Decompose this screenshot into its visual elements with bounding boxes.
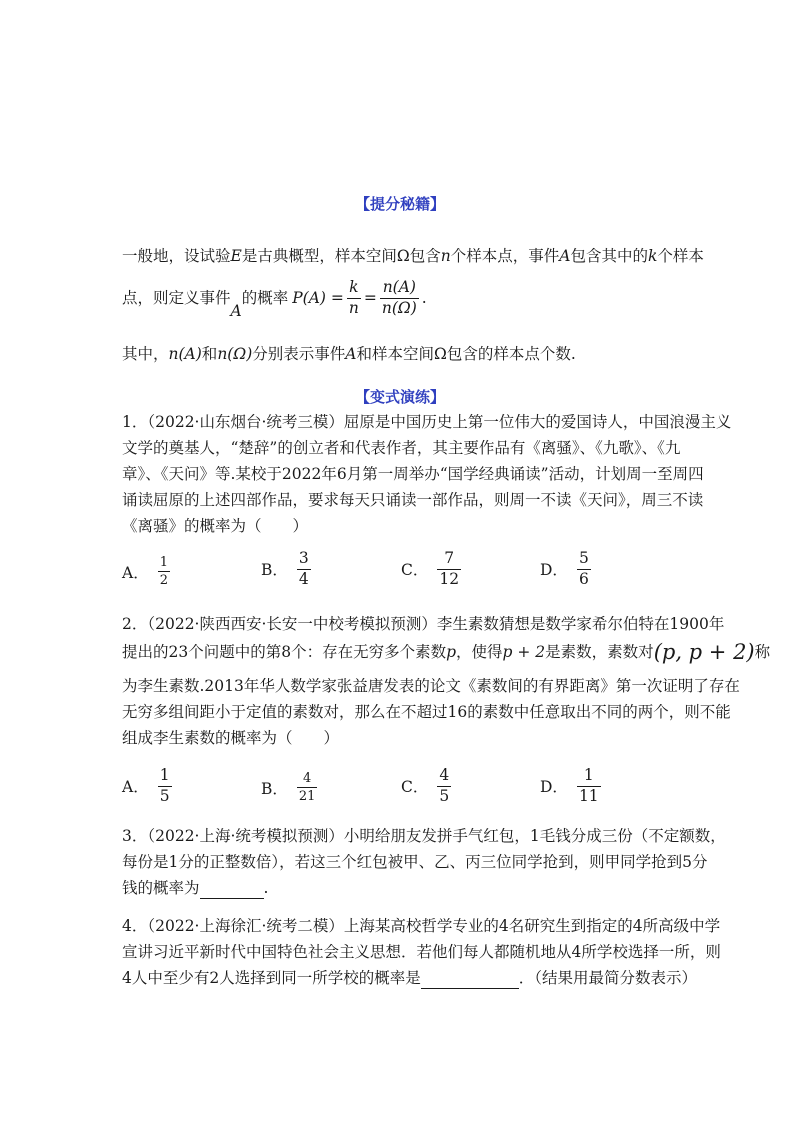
text-segment: 和样本空间 <box>356 345 434 363</box>
fraction-numerator: 4 <box>437 768 451 787</box>
math-var-n: n <box>440 247 451 265</box>
text-segment: . <box>421 289 427 307</box>
text-segment: 的概率 <box>241 289 289 307</box>
fraction-denominator: 6 <box>578 569 589 588</box>
tips-paragraph-line-1 <box>122 246 704 266</box>
question-2-option-a[interactable] <box>122 768 175 804</box>
practice-heading: 【变式演练】 <box>354 388 445 406</box>
text-segment: ．（结果用最简分数表示） <box>518 969 697 987</box>
question-1-line-1: 1．（2022·山东烟台·统考三模）屈原是中国历史上第一位伟大的爱国诗人，中国浪漫主义 <box>122 413 732 431</box>
fraction-denominator: 5 <box>439 786 450 805</box>
option-fraction <box>158 768 172 804</box>
option-fraction <box>297 772 318 803</box>
math-var-k: k <box>647 247 658 265</box>
fraction-denominator: n(Ω) <box>381 298 417 317</box>
text-segment: 分别表示事件 <box>252 345 346 363</box>
text-segment: 包含其中的 <box>570 247 648 265</box>
text-segment: 点，则定义事件 <box>122 289 231 307</box>
fraction-k-over-n <box>347 280 361 316</box>
question-4-line-2: 宣讲习近平新时代中国特色社会主义思想．若他们每人都随机地从4所学校选择一所，则 <box>122 943 721 961</box>
question-2-option-b[interactable] <box>261 772 320 803</box>
text-segment: 个样本 <box>657 247 704 265</box>
question-1-line-4: 诵读屈原的上述四部作品，要求每天只诵读一部作品，则周一不读《天问》，周三不读 <box>122 491 704 509</box>
option-letter: D． <box>540 561 568 579</box>
question-1-line-5: 《离骚》的概率为（ ） <box>122 517 309 535</box>
math-var-p: p <box>446 643 457 661</box>
question-1-line-2: 文学的奠基人，“楚辞”的创立者和代表作者，其主要作品有《离骚》、《九歌》、《九 <box>122 439 681 457</box>
question-1-option-b[interactable] <box>261 551 314 587</box>
fraction-nA-over-nOmega <box>380 280 419 316</box>
math-prime-pair: (p, p + 2) <box>653 640 755 664</box>
question-4-line-3 <box>122 968 697 989</box>
option-letter: C． <box>401 778 429 796</box>
question-1-option-c[interactable] <box>401 551 464 587</box>
fraction-denominator: n <box>348 298 359 317</box>
tips-paragraph-line-3 <box>122 344 576 364</box>
text-segment: 个样本点，事件 <box>450 247 560 265</box>
text-segment: 称 <box>754 643 771 661</box>
question-2-option-c[interactable] <box>401 768 454 804</box>
text-segment: 一般地，设试验 <box>122 247 231 265</box>
text-segment: . <box>263 879 269 897</box>
text-segment: 4人中至少有2人选择到同一所学校的概率是 <box>122 969 421 987</box>
text-segment: 是古典概型，样本空间 <box>241 247 397 265</box>
option-letter: A． <box>122 563 149 582</box>
math-omega: Ω <box>396 247 410 265</box>
fraction-denominator: 21 <box>298 789 316 804</box>
option-fraction <box>297 551 311 587</box>
text-segment: 钱的概率为 <box>122 879 200 897</box>
text-segment: ，使得 <box>456 643 503 661</box>
math-var-A: A <box>230 302 242 320</box>
question-2-line-1: 2．（2022·陕西西安·长安一中校考模拟预测）李生素数猜想是数学家希尔伯特在1900年 <box>122 615 725 633</box>
question-1-option-a[interactable] <box>122 556 173 587</box>
question-3-line-2: 每份是1分的正整数倍），若这三个红包被甲、乙、丙三位同学抢到，则甲同学抢到5分 <box>122 853 708 871</box>
text-segment: 其中， <box>122 345 169 363</box>
fraction-numerator: 5 <box>577 551 591 570</box>
option-fraction <box>437 768 451 804</box>
text-segment: 包含 <box>409 247 441 265</box>
option-fraction <box>577 551 591 587</box>
question-1-option-d[interactable] <box>540 551 594 587</box>
fraction-denominator: 12 <box>439 569 460 588</box>
formula-lhs: P(A) = <box>292 289 344 307</box>
text-segment: 是素数，素数对 <box>545 643 654 661</box>
text-segment: 和 <box>201 345 218 363</box>
question-3-line-1: 3．（2022·上海·统考模拟预测）小明给朋友发拼手气红包，1毛钱分成三份（不定额数， <box>122 827 726 845</box>
option-fraction <box>437 551 461 587</box>
fraction-numerator: 1 <box>577 768 601 787</box>
math-p-plus-2: p + 2 <box>502 643 546 661</box>
fraction-numerator: k <box>347 280 361 299</box>
fraction-numerator: 4 <box>297 772 318 788</box>
math-nOmega: n(Ω) <box>217 345 253 363</box>
option-letter: D． <box>540 778 568 796</box>
fraction-numerator: 7 <box>437 551 461 570</box>
answer-blank[interactable] <box>200 878 264 899</box>
fraction-denominator: 4 <box>298 569 309 588</box>
question-2-line-5: 组成李生素数的概率为（ ） <box>122 729 340 747</box>
question-3-line-3 <box>122 878 268 899</box>
fraction-numerator: n(A) <box>380 280 419 299</box>
text-segment: 提出的23个问题中的第8个：存在无穷多个素数 <box>122 643 447 661</box>
math-omega: Ω <box>433 345 447 363</box>
fraction-denominator: 2 <box>159 573 168 588</box>
fraction-numerator: 1 <box>159 555 168 570</box>
option-letter: B． <box>261 779 288 798</box>
option-letter: A． <box>122 778 149 796</box>
math-var-A: A <box>345 345 357 363</box>
question-2-line-4: 无穷多组间距小于定值的素数对，那么在不超过16的素数中任意取出不同的两个，则不能 <box>122 703 731 721</box>
option-fraction <box>577 768 601 804</box>
fraction-denominator: 11 <box>578 786 599 805</box>
fraction-numerator: 3 <box>297 551 311 570</box>
question-2-option-d[interactable] <box>540 768 604 804</box>
option-letter: B． <box>261 561 288 579</box>
question-1-line-3: 章》、《天问》等.某校于2022年6月第一周举办“国学经典诵读”活动，计划周一至周四 <box>122 465 704 483</box>
math-var-A: A <box>559 247 571 265</box>
math-nA: n(A) <box>168 345 202 363</box>
question-4-line-1: 4．（2022·上海徐汇·统考二模）上海某高校哲学专业的4名研究生到指定的4所高级中学 <box>122 917 721 935</box>
fraction-denominator: 5 <box>159 786 170 805</box>
answer-blank[interactable] <box>421 968 519 989</box>
fraction-numerator: 1 <box>158 768 172 787</box>
math-var-E: E <box>230 247 242 265</box>
question-2-line-2 <box>122 642 770 662</box>
tips-paragraph-line-2: 点，则定义事件 A 的概率 P(A) = $\frac{k}{n}$ = $\frac{n(A)}{n(\Omega)}$ . <box>122 278 427 320</box>
tips-heading: 【提分秘籍】 <box>354 195 445 213</box>
option-fraction <box>158 556 170 587</box>
option-letter: C． <box>401 561 429 579</box>
text-segment: 包含的样本点个数. <box>446 345 576 363</box>
question-2-line-3: 为李生素数.2013年华人数学家张益唐发表的论文《素数间的有界距离》第一次证明了存在 <box>122 677 740 695</box>
